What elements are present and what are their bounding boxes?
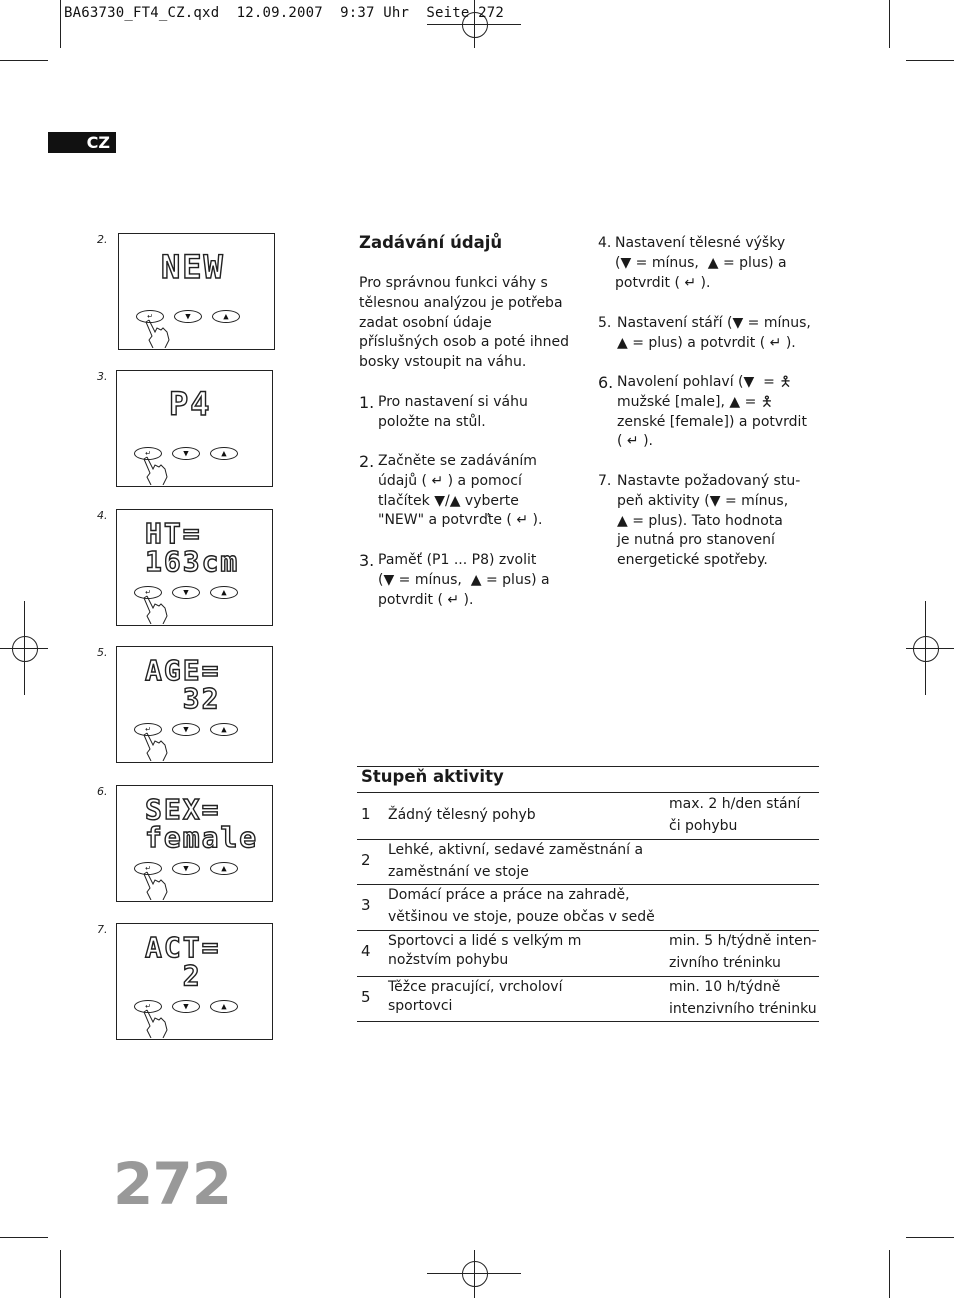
registration-circle-icon [12, 636, 38, 662]
up-button[interactable] [210, 862, 238, 875]
lcd-line-1: HT= [145, 517, 202, 550]
lcd-line-1: AGE= [145, 654, 221, 687]
scale-display-panel [118, 233, 275, 350]
step-text: Nastavení tělesné výšky (▼ = mínus, ▲ = plus) a potvrdit ( ↵ ). [615, 235, 787, 291]
panel-number: 2. [97, 233, 108, 246]
pointing-hand-icon [143, 318, 173, 348]
panel-number: 6. [97, 785, 108, 798]
activity-note: min. 10 h/týdně intenzivního tréninku [669, 979, 817, 1017]
enter-icon: ↵ [145, 1002, 151, 1010]
enter-icon: ↵ [145, 725, 151, 733]
step-number: 2. [359, 452, 375, 471]
pointing-hand-icon [141, 731, 171, 761]
down-button[interactable] [174, 310, 202, 323]
step-text: Začněte se zadáváním údajů ( ↵ ) a pomocí tlačítek ▼/▲ vyberte "NEW" a potvrďte ( ↵ ). [378, 453, 543, 529]
step-number: 6. [598, 373, 614, 392]
lcd-line-1: SEX= [145, 793, 221, 826]
table-row-rule [357, 1021, 819, 1022]
up-button[interactable] [210, 586, 238, 599]
activity-description: Sportovci a lidé s velkým m nožstvím pohybu [388, 933, 582, 968]
lcd-line-1: P4 [169, 385, 212, 423]
down-icon: ▼ [183, 588, 189, 596]
registration-circle-icon [913, 636, 939, 662]
up-icon: ▲ [221, 725, 227, 733]
up-icon: ▲ [221, 588, 227, 596]
down-button[interactable] [172, 447, 200, 460]
scale-display-panel [116, 370, 273, 487]
activity-description: Žádný tělesný pohyb [388, 807, 536, 823]
step-number: 3. [359, 551, 375, 570]
file-info-line: BA63730_FT4_CZ.qxd 12.09.2007 9:37 Uhr Seite 272 [64, 5, 505, 21]
activity-description: Těžce pracující, vrcholoví sportovci [388, 979, 563, 1014]
step-text: Pro nastavení si váhu položte na stůl. [378, 394, 528, 430]
scale-display-panel [116, 785, 273, 902]
pointing-hand-icon [141, 870, 171, 900]
lcd-line-2: 163cm [145, 545, 240, 578]
scale-display-panel [116, 646, 273, 763]
enter-icon: ↵ [145, 449, 151, 457]
page-number: 272 [113, 1150, 232, 1218]
crop-mark [889, 1250, 890, 1298]
crop-mark [906, 60, 954, 61]
activity-description: Domácí práce a práce na zahradě, většinou ve stoje, pouze občas v sedě [388, 887, 655, 925]
pointing-hand-icon [141, 594, 171, 624]
up-icon: ▲ [221, 449, 227, 457]
step-number: 4. [598, 235, 612, 251]
step-number: 1. [359, 393, 375, 412]
step-text: Nastavte požadovaný stu- peň aktivity (▼ = mínus, ▲ = plus). Tato hodnota je nutná pro stanovení energetické spotřeby. [617, 473, 801, 569]
up-button[interactable] [210, 447, 238, 460]
up-icon: ▲ [221, 1002, 227, 1010]
intro-paragraph: Pro správnou funkci váhy s tělesnou analýzou je potřeba zadat osobní údaje příslušných osob a poté ihned bosky vstoupit na váhu. [359, 275, 569, 371]
activity-level: 5 [361, 988, 371, 1006]
enter-icon: ↵ [145, 864, 151, 872]
up-icon: ▲ [221, 864, 227, 872]
crop-mark [0, 60, 48, 61]
pointing-hand-icon [141, 455, 171, 485]
up-button[interactable] [210, 723, 238, 736]
activity-note: min. 5 h/týdně inten- zivního tréninku [669, 933, 817, 971]
up-button[interactable] [212, 310, 240, 323]
pointing-hand-icon [141, 1008, 171, 1038]
lcd-line-2: 32 [145, 682, 221, 715]
enter-icon: ↵ [147, 312, 153, 320]
crop-mark [906, 1237, 954, 1238]
activity-level: 4 [361, 942, 371, 960]
down-button[interactable] [172, 862, 200, 875]
crop-mark [889, 0, 890, 48]
down-button[interactable] [172, 1000, 200, 1013]
lcd-line-2: 2 [145, 959, 202, 992]
step-number: 7. [598, 473, 612, 489]
step-text: Paměť (P1 ... P8) zvolit (▼ = mínus, ▲ = plus) a potvrdit ( ↵ ). [378, 552, 550, 608]
activity-level: 1 [361, 805, 371, 823]
activity-description: Lehké, aktivní, sedavé zaměstnání a zaměstnání ve stoje [388, 842, 644, 880]
down-icon: ▼ [185, 312, 191, 320]
step-text: Navolení pohlaví (▼ = 🯅 mužské [male], ▲ = 🯅 zenské [female]) a potvrdit ( ↵ ). [617, 374, 807, 450]
panel-number: 7. [97, 923, 108, 936]
step-number: 5. [598, 315, 612, 331]
crop-mark [60, 1250, 61, 1298]
up-icon: ▲ [223, 312, 229, 320]
enter-icon: ↵ [145, 588, 151, 596]
crop-mark [0, 1237, 48, 1238]
crop-mark [60, 0, 61, 48]
step-text: Nastavení stáří (▼ = mínus, ▲ = plus) a potvrdit ( ↵ ). [617, 315, 811, 351]
scale-display-panel [116, 923, 273, 1040]
activity-level: 2 [361, 851, 371, 869]
lcd-line-2: female [145, 821, 259, 854]
down-icon: ▼ [183, 864, 189, 872]
table-title: Stupeň aktivity [361, 767, 504, 786]
down-icon: ▼ [183, 1002, 189, 1010]
registration-circle-icon [462, 1261, 488, 1287]
panel-number: 4. [97, 509, 108, 522]
down-icon: ▼ [183, 449, 189, 457]
scale-display-panel [116, 509, 273, 626]
panel-number: 5. [97, 646, 108, 659]
section-title: Zadávání údajů [359, 233, 503, 252]
down-button[interactable] [172, 586, 200, 599]
activity-level: 3 [361, 896, 371, 914]
language-tab: CZ [48, 132, 116, 153]
lcd-line-1: NEW [161, 248, 225, 286]
down-icon: ▼ [183, 725, 189, 733]
up-button[interactable] [210, 1000, 238, 1013]
panel-number: 3. [97, 370, 108, 383]
down-button[interactable] [172, 723, 200, 736]
lcd-line-1: ACT= [145, 931, 221, 964]
activity-note: max. 2 h/den stání či pohybu [669, 796, 801, 834]
